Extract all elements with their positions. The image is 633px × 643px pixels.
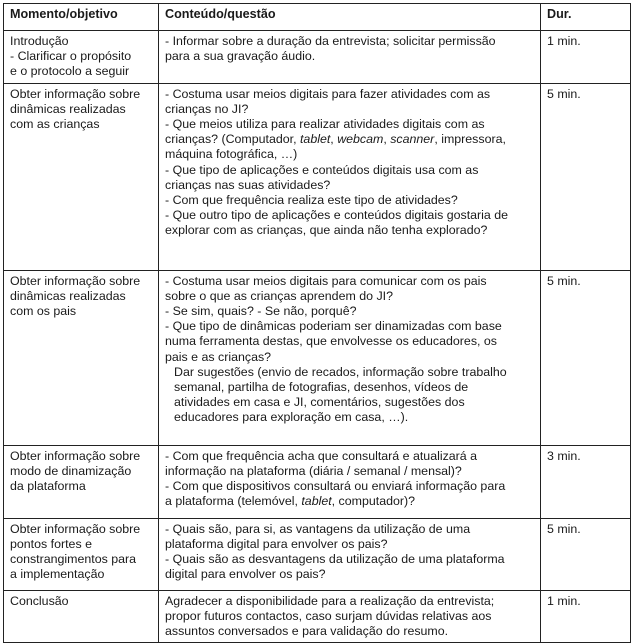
content-cell: Agradecer a disponibilidade para a realização da entrevista; propor futuros contactos, caso surjam dúvidas relativas aos assuntos conversados e para validação do resumo.	[159, 590, 541, 643]
content-cell: - Quais são, para si, as vantagens da utilização de uma plataforma digital para envolver os pais? - Quais são as desvantagens da utilização de uma plataforma digital para envolver os pais?	[159, 518, 541, 590]
duration-cell: 1 min.	[541, 31, 631, 84]
content-cell: - Costuma usar meios digitais para comunicar com os pais sobre o que as crianças aprendem do JI? - Se sim, quais? - Se não, porquê? - Que tipo de dinâmicas poderiam ser dinamizadas com base numa ferramenta destas, que envolvesse os educadores, os pais e as crianças? Dar sugestões (envio de recados, informação sobre trabalho semanal, partilha de fotografias, desenhos, vídeos de atividades em casa e JI, comentários, sugestões dos educadores para exploração em casa, …).	[159, 270, 541, 445]
duration-cell: 5 min.	[541, 518, 631, 590]
duration-cell: 5 min.	[541, 270, 631, 445]
header-content: Conteúdo/questão	[159, 4, 541, 31]
duration-cell: 3 min.	[541, 445, 631, 518]
table-row	[4, 590, 631, 643]
moment-cell: Introdução - Clarificar o propósito e o protocolo a seguir	[4, 31, 159, 84]
table-row	[4, 83, 631, 270]
table-row	[4, 518, 631, 590]
moment-cell: Obter informação sobre dinâmicas realizadas com as crianças	[4, 83, 159, 270]
duration-cell: 1 min.	[541, 590, 631, 643]
table-row	[4, 31, 631, 84]
moment-cell: Obter informação sobre modo de dinamização da plataforma	[4, 445, 159, 518]
header-duration: Dur.	[541, 4, 631, 31]
moment-cell: Obter informação sobre pontos fortes e constrangimentos para a implementação	[4, 518, 159, 590]
interview-guide-table	[3, 3, 631, 643]
moment-cell: Conclusão	[4, 590, 159, 643]
header-row	[4, 4, 631, 31]
table-row	[4, 445, 631, 518]
header-moment: Momento/objetivo	[4, 4, 159, 31]
duration-cell: 5 min.	[541, 83, 631, 270]
content-cell: - Informar sobre a duração da entrevista; solicitar permissão para a sua gravação áudio.	[159, 31, 541, 84]
table-row	[4, 270, 631, 445]
content-cell: - Com que frequência acha que consultará e atualizará a informação na plataforma (diária / semanal / mensal)? - Com que dispositivos consultará ou enviará informação para a plataforma (telemóvel, tablet, computador)?	[159, 445, 541, 518]
content-cell: - Costuma usar meios digitais para fazer atividades com as crianças no JI? - Que meios utiliza para realizar atividades digitais com as crianças? (Computador, tablet, webcam, scanner, impressora, máquina fotográfica, …) - Que tipo de aplicações e conteúdos digitais usa com as crianças nas suas atividades? - Com que frequência realiza este tipo de atividades? - Que outro tipo de aplicações e conteúdos digitais gostaria de explorar com as crianças, que ainda não tenha explorado?	[159, 83, 541, 270]
moment-cell: Obter informação sobre dinâmicas realizadas com os pais	[4, 270, 159, 445]
